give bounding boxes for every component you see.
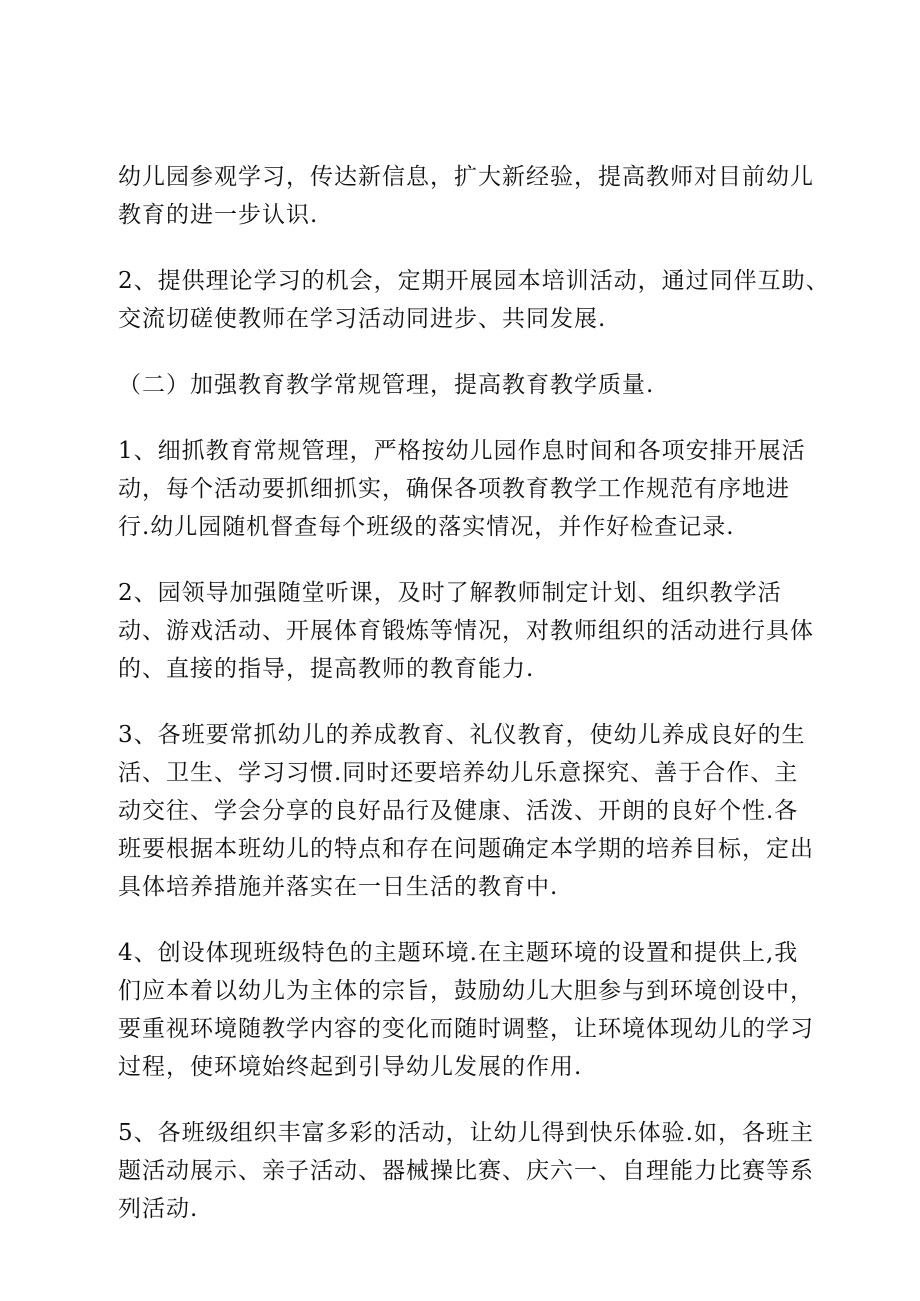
text-line: 1、细抓教育常规管理，严格按幼儿园作息时间和各项安排开展活 (118, 438, 806, 464)
heading-line: （二）加强教育教学常规管理，提高教育教学质量. (118, 372, 655, 398)
paragraph-item-5-activities (118, 1114, 814, 1228)
text-line: 2、园领导加强随堂听课，及时了解教师制定计划、组织教学活 (118, 580, 782, 606)
text-line: 5、各班级组织丰富多彩的活动，让幼儿得到快乐体验.如，各班主 (118, 1120, 814, 1146)
text-line: 的、直接的指导，提高教师的教育能力. (118, 656, 535, 682)
text-line: 要重视环境随教学内容的变化而随时调整，让环境体现幼儿的学习 (118, 1016, 814, 1042)
text-line: 们应本着以幼儿为主体的宗旨，鼓励幼儿大胆参与到环境创设中， (118, 978, 814, 1004)
paragraph-intro-continuation (118, 158, 814, 234)
text-line: 幼儿园参观学习，传达新信息，扩大新经验，提高教师对目前幼儿 (118, 164, 814, 190)
paragraph-item-3-habits (118, 716, 814, 906)
paragraph-item-4-environment (118, 934, 814, 1086)
text-line: 3、各班要常抓幼儿的养成教育、礼仪教育，使幼儿养成良好的生 (118, 722, 806, 748)
text-line: 交流切磋使教师在学习活动同进步、共同发展. (118, 306, 607, 332)
text-line: 过程，使环境始终起到引导幼儿发展的作用. (118, 1054, 583, 1080)
section-heading-2 (118, 366, 808, 404)
text-line: 题活动展示、亲子活动、器械操比赛、庆六一、自理能力比赛等系 (118, 1158, 814, 1184)
text-line: 2、提供理论学习的机会，定期开展园本培训活动，通过同伴互助、 (118, 268, 830, 294)
document-body (118, 158, 830, 1256)
text-line: 教育的进一步认识. (118, 202, 319, 228)
text-line: 动、游戏活动、开展体育锻炼等情况，对教师组织的活动进行具体 (118, 618, 814, 644)
text-line: 4、创设体现班级特色的主题环境.在主题环境的设置和提供上,我 (118, 940, 799, 966)
paragraph-item-2-observation (118, 574, 814, 688)
text-line: 动，每个活动要抓细抓实，确保各项教育教学工作规范有序地进 (118, 476, 790, 502)
text-line: 班要根据本班幼儿的特点和存在问题确定本学期的培养目标，定出 (118, 836, 814, 862)
text-line: 活、卫生、学习习惯.同时还要培养幼儿乐意探究、善于合作、主 (118, 760, 799, 786)
text-line: 具体培养措施并落实在一日生活的教育中. (118, 874, 559, 900)
paragraph-item-2-theory (118, 262, 830, 338)
text-line: 列活动. (118, 1196, 199, 1222)
text-line: 动交往、学会分享的良好品行及健康、活泼、开朗的良好个性.各 (118, 798, 799, 824)
paragraph-item-1-routine (118, 432, 808, 546)
text-line: 行.幼儿园随机督查每个班级的落实情况，并作好检查记录. (118, 514, 735, 540)
